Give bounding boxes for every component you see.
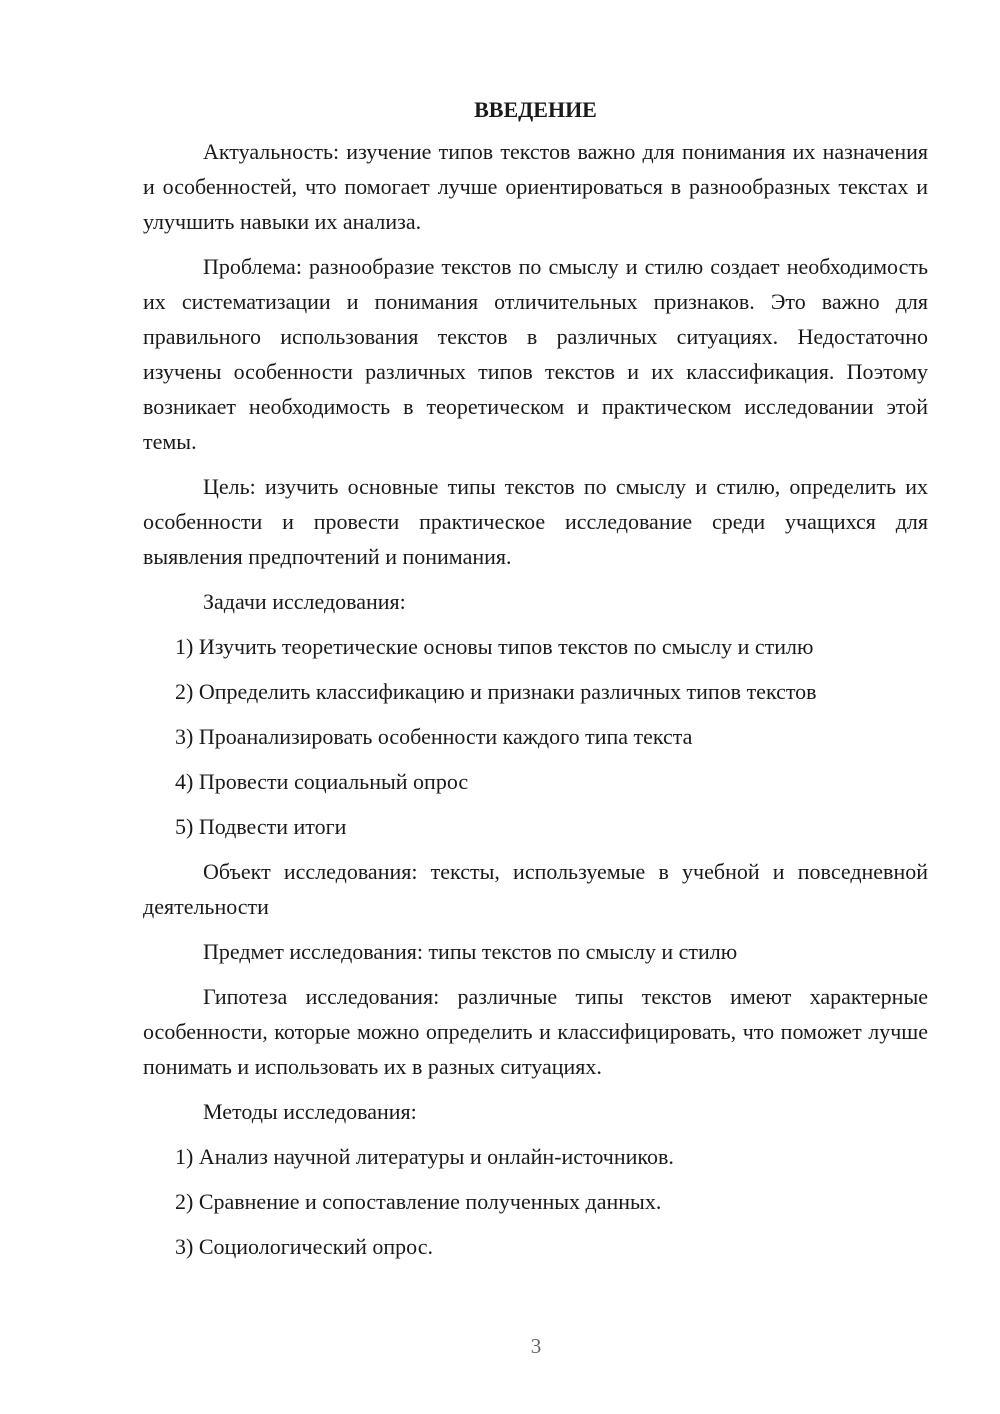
actuality-paragraph: Актуальность: изучение типов текстов важно для понимания их назначения и особенностей, что помогает лучше ориентироваться в разнообразных текстах и улучшить навыки их анализа. bbox=[143, 139, 928, 234]
list-item: 5) Подвести итоги bbox=[175, 814, 347, 839]
methods-heading: Методы исследования: bbox=[203, 1099, 417, 1124]
tasks-heading: Задачи исследования: bbox=[203, 589, 406, 614]
list-item: 3) Социологический опрос. bbox=[175, 1234, 433, 1259]
tasks-list bbox=[143, 629, 928, 844]
list-item: 2) Определить классификацию и признаки различных типов текстов bbox=[175, 679, 817, 704]
subject-paragraph: Предмет исследования: типы текстов по смыслу и стилю bbox=[203, 939, 738, 964]
list-item: 4) Провести социальный опрос bbox=[175, 769, 469, 794]
page-number: 3 bbox=[530, 1334, 542, 1358]
problem-paragraph: Проблема: разнообразие текстов по смыслу и стилю создает необходимость их систематизации и понимания отличительных признаков. Это важно для правильного использования текстов в различных ситуациях. Недостаточно изучены особенности различных типов текстов и их классификация. Поэтому возникает необходимость в теоретическом и практическом исследовании этой темы. bbox=[143, 254, 928, 454]
object-paragraph: Объект исследования: тексты, используемые в учебной и повседневной деятельности bbox=[143, 859, 928, 919]
list-item: 2) Сравнение и сопоставление полученных данных. bbox=[175, 1189, 662, 1214]
hypothesis-paragraph: Гипотеза исследования: различные типы текстов имеют характерные особенности, которые можно определить и классифицировать, что поможет лучше понимать и использовать их в разных ситуациях. bbox=[143, 984, 928, 1079]
list-item: 1) Анализ научной литературы и онлайн-источников. bbox=[175, 1144, 674, 1169]
methods-list bbox=[143, 1139, 928, 1264]
goal-paragraph: Цель: изучить основные типы текстов по смыслу и стилю, определить их особенности и провести практическое исследование среди учащихся для выявления предпочтений и понимания. bbox=[143, 474, 928, 569]
list-item: 1) Изучить теоретические основы типов текстов по смыслу и стилю bbox=[175, 634, 814, 659]
document-page bbox=[143, 92, 928, 1274]
list-item: 3) Проанализировать особенности каждого типа текста bbox=[175, 724, 693, 749]
page-title: ВВЕДЕНИЕ bbox=[474, 97, 597, 122]
